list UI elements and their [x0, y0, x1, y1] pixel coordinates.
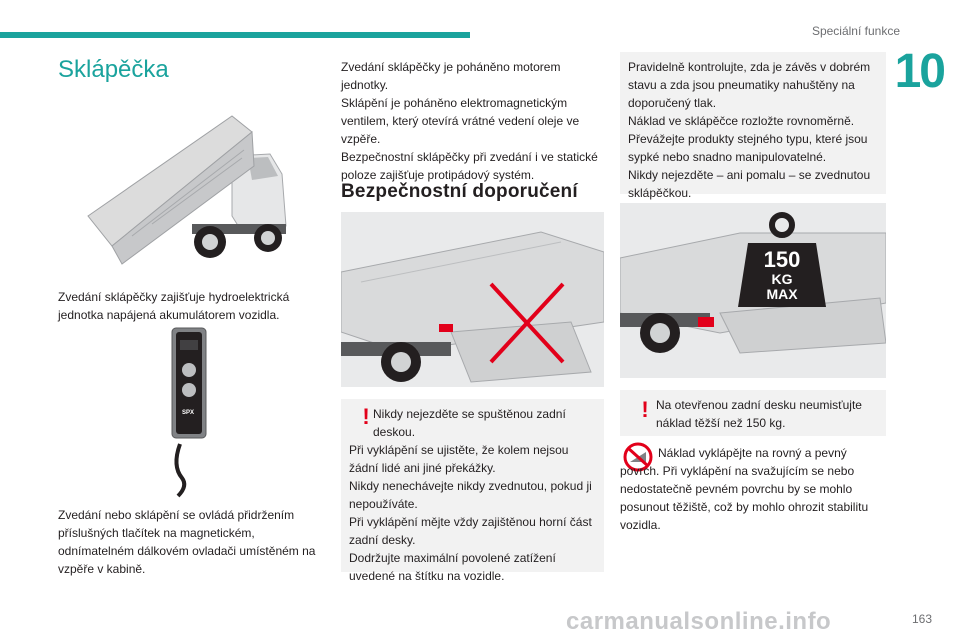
warning-box-tailgate — [341, 399, 604, 583]
warning-icon-2: ! — [641, 397, 649, 422]
warning-load-text: Na otevřenou zadní desku neumisťujte náklad těžší než 150 kg. — [656, 398, 862, 430]
info-line-1: Pravidelně kontrolujte, zda je závěs v dobrém stavu a zda jsou pneumatiky nahuštěny na doporučený tlak. — [628, 60, 871, 110]
tailgate-down-image — [341, 212, 604, 387]
warning-icon: ! — [362, 404, 370, 429]
tipper-truck-image — [82, 96, 294, 274]
weight-max: MAX — [766, 286, 798, 302]
info-box-maintenance — [620, 52, 886, 200]
page-title: Sklápěčka — [58, 56, 169, 83]
weight-value: 150 — [763, 247, 801, 272]
section-heading: Bezpečnostní doporučení — [341, 181, 578, 202]
weight-unit: KG — [771, 271, 793, 287]
unload-paragraph: Náklad vyklápějte na rovný a pevný povrch. Při vyklápění na svažujícím se nebo nedostatečně pevném povrchu by se mohlo posunout těžiště, což by mohlo ohrozit stabilitu vozidla. — [620, 446, 869, 532]
info-line-3: Převážejte produkty stejného typu, které jsou sypké nebo snadno manipulovatelné. — [628, 132, 868, 164]
max-load-image — [620, 203, 886, 378]
page-number: 163 — [911, 612, 932, 626]
header-accent-line — [0, 32, 470, 38]
info-line-4: Nikdy nejezděte – ani pomalu – se zvednutou sklápěčkou. — [628, 168, 871, 200]
operation-line-3: Bezpečnostní sklápěčky při zvedání i ve statické poloze zajišťuje protipádový systém. — [341, 150, 598, 182]
warning-item-2: Nikdy nenechávejte nikdy zvednutou, pokud ji nepoužíváte. — [349, 479, 592, 511]
chapter-number: 10 — [894, 45, 944, 98]
info-line-2: Náklad ve sklápěčce rozložte rovnoměrně. — [628, 114, 855, 128]
warning-box-load — [620, 390, 886, 436]
operation-line-1: Zvedání sklápěčky je poháněno motorem jednotky. — [341, 60, 561, 92]
remote-brand-label: SPX — [182, 410, 195, 416]
intro-paragraph-1: Zvedání sklápěčky zajišťuje hydroelektrická jednotka napájená akumulátorem vozidla. — [58, 290, 290, 322]
section-title: Speciální funkce — [811, 24, 900, 38]
operation-paragraph — [341, 58, 599, 184]
watermark: carmanualsonline.info — [566, 608, 832, 635]
warning-item-4: Dodržujte maximální povolené zatížení uvedené na štítku na vozidle. — [349, 551, 556, 583]
warning-item-3: Při vyklápění mějte vždy zajištěnou horní část zadní desky. — [349, 515, 592, 547]
operation-line-2: Sklápění je poháněno elektromagnetickým ventilem, který otevírá vrátné vedení oleje ve vzpěře. — [341, 96, 580, 146]
intro-paragraph-2: Zvedání nebo sklápění se ovládá přidržením příslušných tlačítek na magnetickém, odnímatelném dálkovém ovladači umístěném na vzpěře v kabině. — [58, 508, 316, 576]
warning-item-1: Při vyklápění se ujistěte, že kolem nejsou žádní lidé ani jiné překážky. — [349, 443, 569, 475]
page-header — [0, 0, 960, 40]
warning-first-line: Nikdy nejezděte se spuštěnou zadní deskou. — [373, 407, 566, 439]
